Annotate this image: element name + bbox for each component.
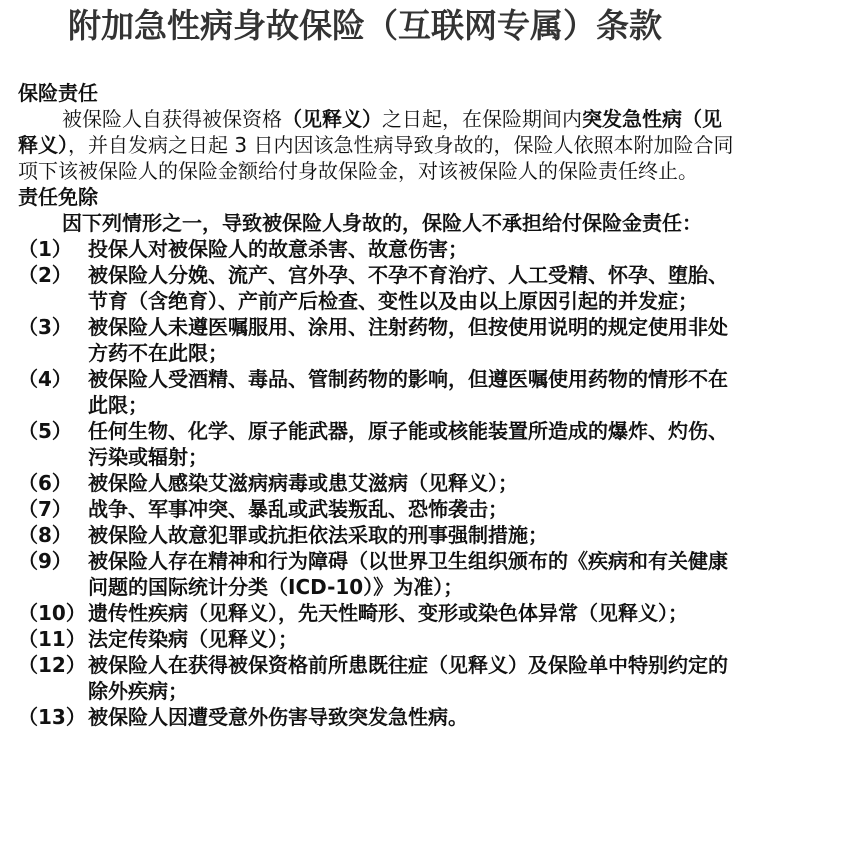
exclusion-item-line: 被保险人分娩、流产、宫外孕、不孕不育治疗、人工受精、怀孕、堕胎、 <box>88 263 728 287</box>
exclusion-item-line: 此限； <box>88 393 148 417</box>
exclusion-item <box>18 366 846 418</box>
section-heading-exclusions: 责任免除 <box>18 185 98 209</box>
liability-text-2: （见释义） <box>282 107 382 131</box>
exclusion-item-line: 遗传性疾病（见释义），先天性畸形、变形或染色体异常（见释义）； <box>88 601 688 625</box>
exclusion-item <box>18 418 846 470</box>
exclusion-item-line: 除外疾病； <box>88 679 188 703</box>
exclusion-item-line: 被保险人感染艾滋病病毒或患艾滋病（见释义）； <box>88 471 518 495</box>
exclusion-item-number: （5） <box>18 419 72 443</box>
exclusion-item-line: 污染或辐射； <box>88 445 208 469</box>
exclusion-item-line: 战争、军事冲突、暴乱或武装叛乱、恐怖袭击； <box>88 497 508 521</box>
liability-text-1: 被保险人自获得被保资格 <box>62 107 282 131</box>
exclusion-item-number: （3） <box>18 315 72 339</box>
liability-line-1 <box>18 106 846 132</box>
exclusion-item-line: 方药不在此限； <box>88 341 228 365</box>
exclusion-item <box>18 652 846 704</box>
exclusion-item-line: 法定传染病（见释义）； <box>88 627 298 651</box>
exclusion-item-number: （4） <box>18 367 72 391</box>
exclusion-item-text <box>88 236 846 262</box>
exclusion-item-number: （9） <box>18 549 72 573</box>
exclusion-item-text <box>88 314 846 366</box>
exclusion-item-number: （2） <box>18 263 72 287</box>
exclusion-item-line: 任何生物、化学、原子能武器，原子能或核能装置所造成的爆炸、灼伤、 <box>88 419 728 443</box>
exclusion-item <box>18 470 846 496</box>
exclusion-item <box>18 600 846 626</box>
liability-text-4: 突发急性病（见 <box>582 107 722 131</box>
exclusion-item <box>18 548 846 600</box>
exclusion-item <box>18 262 846 314</box>
exclusion-item-text <box>88 652 846 704</box>
liability-text-5: 释义） <box>18 133 68 157</box>
exclusion-item-text <box>88 704 846 730</box>
exclusions-intro: 因下列情形之一，导致被保险人身故的，保险人不承担给付保险金责任： <box>62 211 702 235</box>
liability-paragraph <box>18 106 846 184</box>
section-heading-liability: 保险责任 <box>18 81 98 105</box>
exclusion-item-number: （1） <box>18 237 72 261</box>
document-title: 附加急性病身故保险（互联网专属）条款 <box>68 6 662 45</box>
exclusion-item <box>18 704 846 730</box>
exclusion-item-text <box>88 600 846 626</box>
exclusion-item-line: 被保险人在获得被保资格前所患既往症（见释义）及保险单中特别约定的 <box>88 653 728 677</box>
exclusion-item-text <box>88 626 846 652</box>
liability-line-3 <box>18 158 846 184</box>
exclusion-item-line: 被保险人未遵医嘱服用、涂用、注射药物，但按使用说明的规定使用非处 <box>88 315 728 339</box>
exclusion-item-number: （11） <box>18 627 86 651</box>
exclusion-item-text <box>88 470 846 496</box>
liability-text-7: 项下该被保险人的保险金额给付身故保险金，对该被保险人的保险责任终止。 <box>18 159 698 183</box>
exclusion-item-text <box>88 548 846 600</box>
exclusion-item-line: 被保险人故意犯罪或抗拒依法采取的刑事强制措施； <box>88 523 548 547</box>
exclusion-item-line: 投保人对被保险人的故意杀害、故意伤害； <box>88 237 468 261</box>
exclusion-item <box>18 626 846 652</box>
exclusion-item-number: （10） <box>18 601 86 625</box>
exclusion-item-line: 被保险人存在精神和行为障碍（以世界卫生组织颁布的《疾病和有关健康 <box>88 549 728 573</box>
exclusion-item <box>18 496 846 522</box>
liability-line-2 <box>18 132 846 158</box>
exclusion-item <box>18 236 846 262</box>
exclusion-item-number: （13） <box>18 705 86 729</box>
exclusion-item-number: （6） <box>18 471 72 495</box>
exclusion-item-text <box>88 262 846 314</box>
exclusion-item-number: （12） <box>18 653 86 677</box>
exclusion-item <box>18 522 846 548</box>
exclusion-item-number: （7） <box>18 497 72 521</box>
exclusion-item-line: 问题的国际统计分类（ICD-10）》为准）； <box>88 575 464 599</box>
exclusion-item-text <box>88 366 846 418</box>
exclusion-item-text <box>88 522 846 548</box>
exclusion-item-line: 节育（含绝育）、产前产后检查、变性以及由以上原因引起的并发症； <box>88 289 698 313</box>
exclusion-item-line: 被保险人因遭受意外伤害导致突发急性病。 <box>88 705 468 729</box>
exclusion-item-text <box>88 496 846 522</box>
liability-text-3: 之日起，在保险期间内 <box>382 107 582 131</box>
exclusion-item <box>18 314 846 366</box>
exclusion-item-number: （8） <box>18 523 72 547</box>
exclusion-item-line: 被保险人受酒精、毒品、管制药物的影响，但遵医嘱使用药物的情形不在 <box>88 367 728 391</box>
liability-text-6: ，并自发病之日起 3 日内因该急性病导致身故的，保险人依照本附加险合同 <box>68 133 734 157</box>
exclusion-item-text <box>88 418 846 470</box>
